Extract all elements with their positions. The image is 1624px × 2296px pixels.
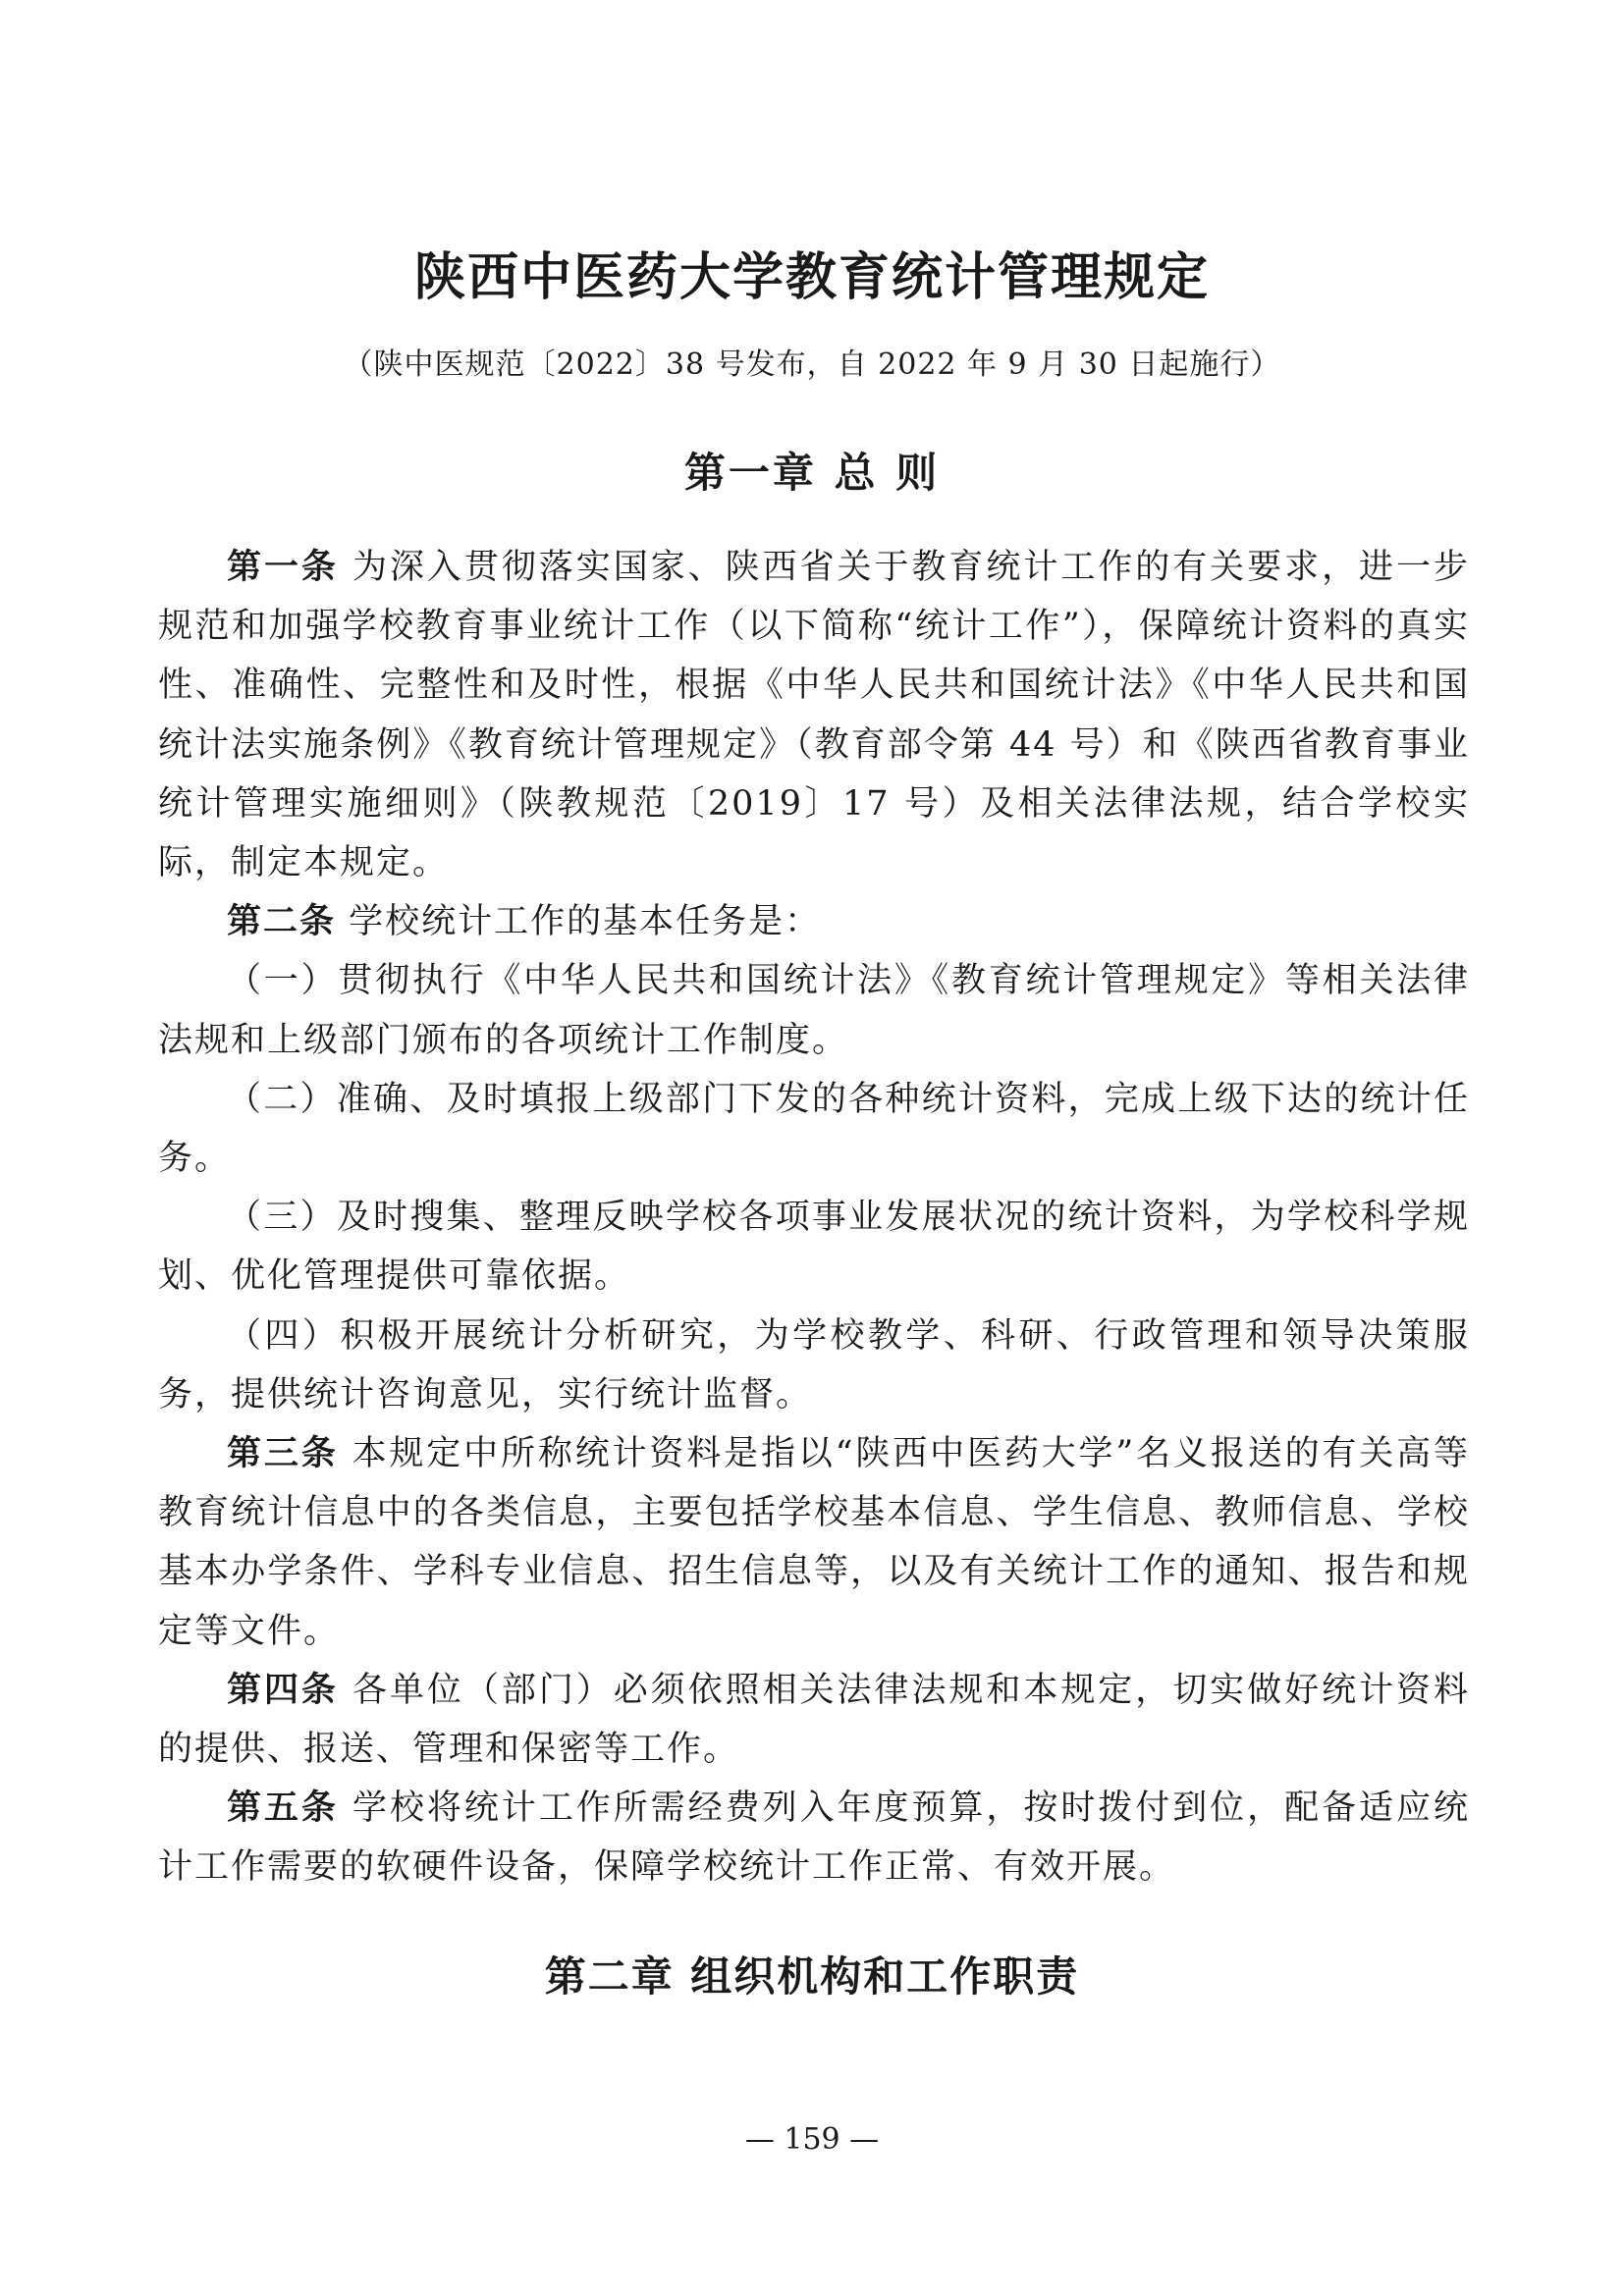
- page-number: — 159 —: [744, 2122, 880, 2157]
- chapter-heading-2: 第二章 组织机构和工作职责: [544, 1952, 1080, 2001]
- article-clause: [158, 1070, 1470, 1188]
- article-paragraph: [158, 1779, 1470, 1896]
- clause-text: （一）贯彻执行《中华人民共和国统计法》《教育统计管理规定》等相关法律法规和上级部门颁布的各项统计工作制度。: [158, 961, 1470, 1060]
- article-paragraph: [158, 1661, 1470, 1779]
- article-label: 第一条: [227, 548, 339, 587]
- clause-text: （四）积极开展统计分析研究，为学校教学、科研、行政管理和领导决策服务，提供统计咨询意见，实行统计监督。: [158, 1315, 1470, 1415]
- article-clause: [158, 1188, 1470, 1306]
- article-label: 第四条: [227, 1670, 339, 1710]
- article-paragraph: [158, 538, 1470, 892]
- article-label: 第三条: [227, 1434, 339, 1474]
- article-paragraph: [158, 1424, 1470, 1661]
- article-text: 学校统计工作的基本任务是：: [349, 902, 822, 942]
- chapter-heading-1: 第一章 总 则: [683, 449, 941, 497]
- clause-text: （三）及时搜集、整理反映学校各项事业发展状况的统计资料，为学校科学规划、优化管理提供可靠依据。: [158, 1198, 1470, 1297]
- document-title: 陕西中医药大学教育统计管理规定: [413, 247, 1210, 307]
- article-clause: [158, 1307, 1470, 1424]
- document-subtitle: （陕中医规范〔2022〕38 号发布，自 2022 年 9 月 30 日起施行）: [343, 347, 1281, 382]
- article-body: [158, 538, 1470, 1897]
- article-label: 第五条: [227, 1789, 339, 1829]
- article-label: 第二条: [227, 902, 337, 942]
- article-text: 学校将统计工作所需经费列入年度预算，按时拨付到位，配备适应统计工作需要的软硬件设备，保障学校统计工作正常、有效开展。: [158, 1789, 1470, 1888]
- clause-text: （二）准确、及时填报上级部门下发的各种统计资料，完成上级下达的统计任务。: [158, 1079, 1470, 1179]
- article-paragraph: [158, 892, 1470, 951]
- article-text: 本规定中所称统计资料是指以“陕西中医药大学”名义报送的有关高等教育统计信息中的各类信息，主要包括学校基本信息、学生信息、教师信息、学校基本办学条件、学科专业信息、招生信息等，以及有关统计工作的通知、报告和规定等文件。: [158, 1434, 1470, 1651]
- article-text: 为深入贯彻落实国家、陕西省关于教育统计工作的有关要求，进一步规范和加强学校教育事业统计工作（以下简称“统计工作”），保障统计资料的真实性、准确性、完整性和及时性，根据《中华人民共和国统计法》《中华人民共和国统计法实施条例》《教育统计管理规定》（教育部令第 44 号）和《陕西省教育事业统计管理实施细则》（陕教规范〔2019〕17 号）及相关法律法规，结合学校实际，制定本规定。: [158, 548, 1470, 883]
- article-clause: [158, 951, 1470, 1069]
- article-text: 各单位（部门）必须依照相关法律法规和本规定，切实做好统计资料的提供、报送、管理和保密等工作。: [158, 1670, 1470, 1770]
